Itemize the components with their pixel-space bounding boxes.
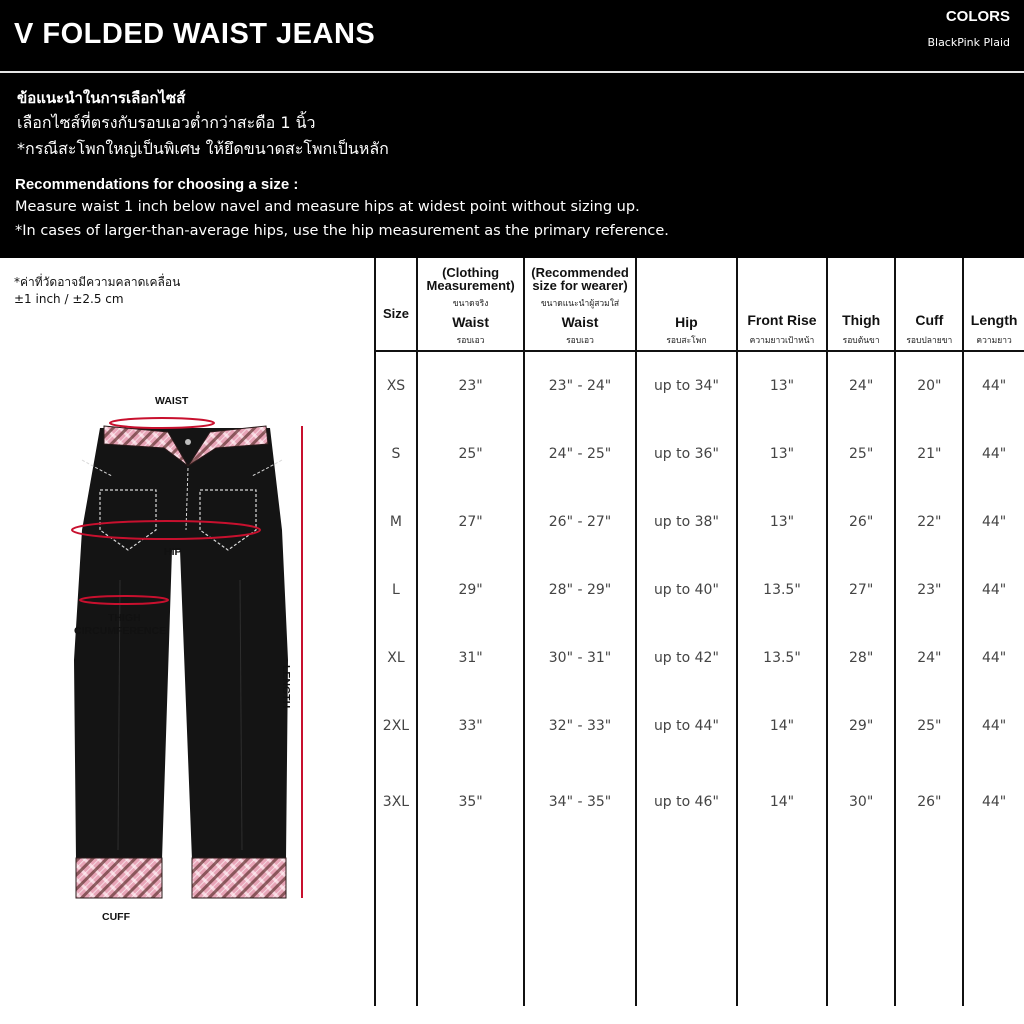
thai-recommendation-line1: เลือกไซส์ที่ตรงกับรอบเอวต่ำกว่าสะดือ 1 นิ้ว [17, 113, 316, 132]
cell-front-rise: 13.5" [737, 556, 827, 624]
cell-cuff: 22" [895, 488, 963, 556]
cell-front-rise: 13.5" [737, 624, 827, 692]
cell-thigh: 29" [827, 692, 896, 760]
cell-cuff: 26" [895, 760, 963, 1006]
cell-hip: up to 46" [636, 760, 737, 1006]
cell-size: M [375, 488, 417, 556]
table-row [375, 624, 1024, 692]
cell-recommended-waist: 26" - 27" [524, 488, 635, 556]
cell-cuff: 21" [895, 420, 963, 488]
cell-recommended-waist: 32" - 33" [524, 692, 635, 760]
table-row [375, 692, 1024, 760]
cell-size: S [375, 420, 417, 488]
cell-thigh: 30" [827, 760, 896, 1006]
cell-clothing-waist: 27" [417, 488, 524, 556]
column-header-hip: Hip รอบสะโพก [636, 258, 737, 351]
cell-thigh: 25" [827, 420, 896, 488]
cell-recommended-waist: 23" - 24" [524, 351, 635, 420]
column-header-thigh: Thigh รอบต้นขา [827, 258, 896, 351]
label-waist: WAIST [155, 395, 189, 407]
jeans-illustration [60, 380, 350, 940]
cell-hip: up to 34" [636, 351, 737, 420]
cell-cuff: 20" [895, 351, 963, 420]
cell-front-rise: 14" [737, 760, 827, 1006]
label-cuff: CUFF [102, 911, 130, 923]
table-header-row [375, 258, 1024, 351]
cuff-right [192, 858, 286, 898]
cell-clothing-waist: 35" [417, 760, 524, 1006]
size-chart-table [374, 258, 1024, 1006]
header-divider [0, 71, 1024, 73]
table-row [375, 351, 1024, 420]
table-row [375, 420, 1024, 488]
cell-cuff: 23" [895, 556, 963, 624]
cell-hip: up to 36" [636, 420, 737, 488]
cell-recommended-waist: 24" - 25" [524, 420, 635, 488]
cell-length: 44" [963, 488, 1024, 556]
header-banner [0, 0, 1024, 258]
jeans-body [74, 428, 288, 860]
cell-recommended-waist: 28" - 29" [524, 556, 635, 624]
english-recommendation-line2: *In cases of larger-than-average hips, use the hip measurement as the primary reference. [15, 223, 669, 239]
cell-recommended-waist: 34" - 35" [524, 760, 635, 1006]
product-title: V FOLDED WAIST JEANS [14, 18, 376, 50]
cell-cuff: 25" [895, 692, 963, 760]
cell-size: XS [375, 351, 417, 420]
cell-front-rise: 13" [737, 351, 827, 420]
cell-clothing-waist: 33" [417, 692, 524, 760]
cell-size: 2XL [375, 692, 417, 760]
cell-clothing-waist: 23" [417, 351, 524, 420]
cell-front-rise: 14" [737, 692, 827, 760]
english-recommendation-title: Recommendations for choosing a size : [15, 176, 299, 193]
label-hip: HIP [164, 546, 182, 558]
cell-front-rise: 13" [737, 420, 827, 488]
column-header-clothing-waist: (Clothing Measurement) ขนาดจริง Waist รอบเอว [417, 258, 524, 351]
cell-length: 44" [963, 420, 1024, 488]
column-header-size: Size [375, 258, 417, 351]
english-recommendation-line1: Measure waist 1 inch below navel and measure hips at widest point without sizing up. [15, 199, 640, 215]
cell-length: 44" [963, 692, 1024, 760]
table-row [375, 556, 1024, 624]
cell-thigh: 28" [827, 624, 896, 692]
cell-hip: up to 44" [636, 692, 737, 760]
label-length: LENGTH [280, 665, 292, 709]
column-header-length: Length ความยาว [963, 258, 1024, 351]
cell-length: 44" [963, 556, 1024, 624]
cell-thigh: 27" [827, 556, 896, 624]
thai-recommendation-title: ข้อแนะนำในการเลือกไซส์ [17, 89, 186, 107]
cell-hip: up to 38" [636, 488, 737, 556]
cell-thigh: 24" [827, 351, 896, 420]
cell-recommended-waist: 30" - 31" [524, 624, 635, 692]
column-header-front-rise: Front Rise ความยาวเป้าหน้า [737, 258, 827, 351]
label-circumference: CIRCUMFERENCE [74, 625, 167, 637]
cuff-left [76, 858, 162, 898]
label-thigh: THIGH [108, 612, 141, 624]
cell-length: 44" [963, 624, 1024, 692]
colors-value: BlackPink Plaid [927, 36, 1010, 49]
cell-clothing-waist: 29" [417, 556, 524, 624]
cell-size: L [375, 556, 417, 624]
tolerance-note-value: ±1 inch / ±2.5 cm [14, 292, 124, 306]
cell-size: XL [375, 624, 417, 692]
cell-hip: up to 40" [636, 556, 737, 624]
cell-front-rise: 13" [737, 488, 827, 556]
column-header-recommended-waist: (Recommended size for wearer) ขนาดแนะนำผู้สวมใส่ Waist รอบเอว [524, 258, 635, 351]
colors-label: COLORS [945, 8, 1010, 25]
waist-measure-line [110, 418, 214, 428]
cell-length: 44" [963, 351, 1024, 420]
table-row [375, 488, 1024, 556]
size-chart-body [375, 351, 1024, 1006]
column-header-cuff: Cuff รอบปลายขา [895, 258, 963, 351]
cell-cuff: 24" [895, 624, 963, 692]
cell-size: 3XL [375, 760, 417, 1006]
cell-length: 44" [963, 760, 1024, 1006]
cell-thigh: 26" [827, 488, 896, 556]
cell-clothing-waist: 31" [417, 624, 524, 692]
thai-recommendation-line2: *กรณีสะโพกใหญ่เป็นพิเศษ ให้ยึดขนาดสะโพกเป็นหลัก [17, 139, 389, 158]
tolerance-note-thai: *ค่าที่วัดอาจมีความคลาดเคลื่อน [14, 275, 181, 289]
cell-hip: up to 42" [636, 624, 737, 692]
jeans-measurement-diagram [60, 380, 350, 940]
table-row [375, 760, 1024, 1006]
cell-clothing-waist: 25" [417, 420, 524, 488]
